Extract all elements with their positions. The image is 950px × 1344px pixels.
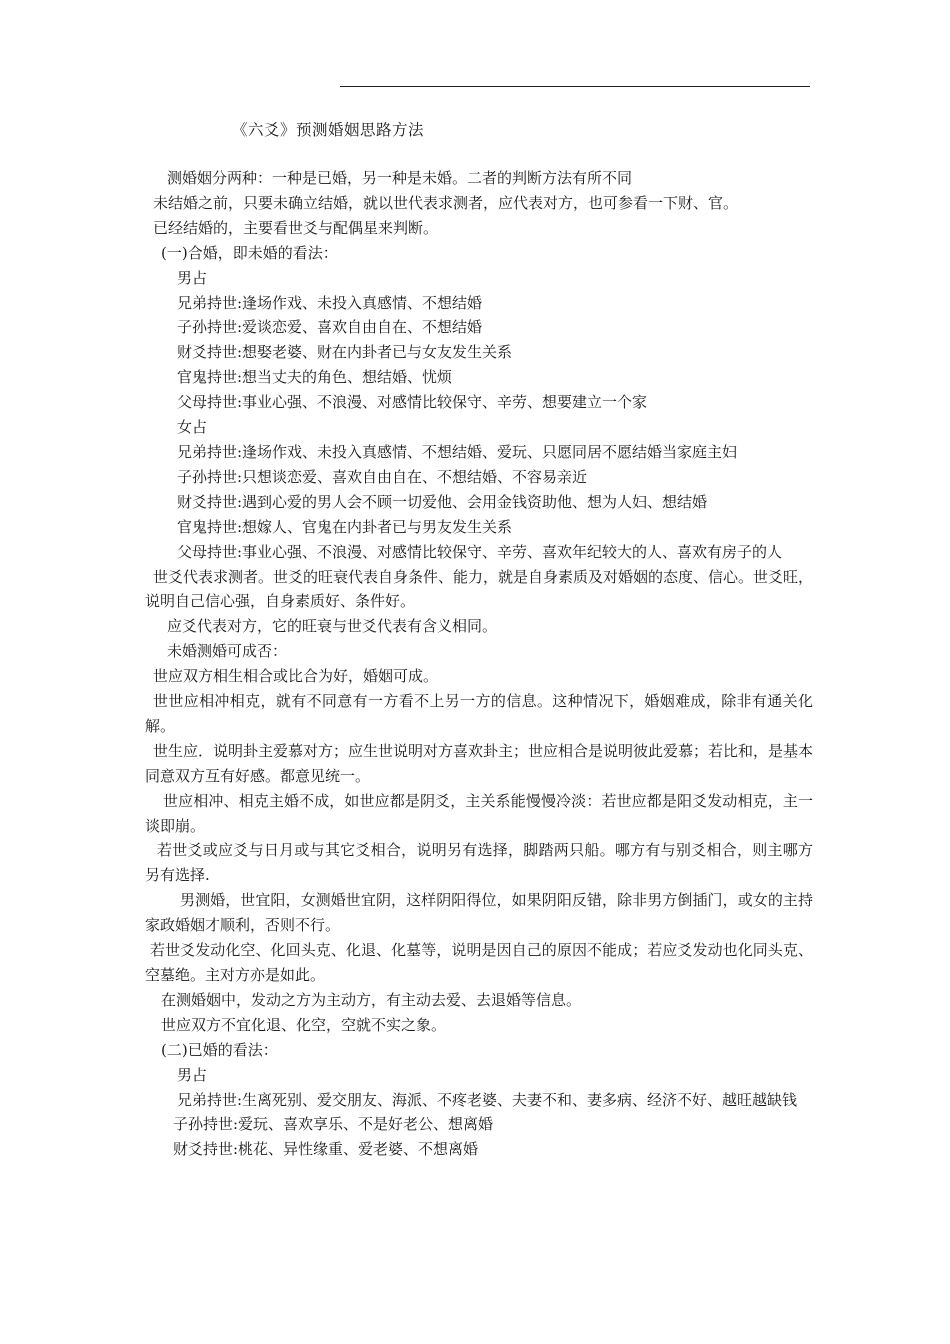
list-item: 官鬼持世:想嫁人、官鬼在内卦者已与男友发生关系 <box>177 517 513 536</box>
paragraph: 世应双方不宜化退、化空，空就不实之象。 <box>161 1015 447 1034</box>
list-item: 兄弟持世:逢场作戏、未投入真感情、不想结婚、爱玩、只愿同居不愿结婚当家庭主妇 <box>177 442 738 461</box>
paragraph: 未结婚之前，只要未确立结婚，就以世代表求测者，应代表对方，也可参看一下财、官。 <box>153 193 739 212</box>
subheading: 女占 <box>177 418 208 437</box>
list-item: 官鬼持世:想当丈夫的角色、想结婚、忧烦 <box>177 368 453 387</box>
paragraph: 世应相冲、相克主婚不成，如世应都是阴爻，主关系能慢慢冷淡：若世应都是阳爻发动相克，主一谈即崩。 <box>145 791 813 835</box>
list-item: 财爻持世:遇到心爱的男人会不顾一切爱他、会用金钱资助他、想为人妇、想结婚 <box>177 492 708 511</box>
subheading: 男占 <box>177 268 208 287</box>
document-title: 《六爻》预测婚姻思路方法 <box>232 121 425 139</box>
paragraph: 测婚姻分两种：一种是已婚，另一种是未婚。二者的判断方法有所不同 <box>167 169 633 187</box>
paragraph: 世生应．说明卦主爱慕对方；应生世说明对方喜欢卦主；世应相合是说明彼此爱慕；若比和，是基本同意双方互有好感。都意见统一。 <box>145 741 814 785</box>
list-item: 父母持世:事业心强、不浪漫、对感情比较保守、辛劳、喜欢年纪较大的人、喜欢有房子的人 <box>177 542 783 561</box>
section-heading: (二)已婚的看法： <box>161 1040 278 1059</box>
paragraph: 已经结婚的，主要看世爻与配偶星来判断。 <box>153 218 439 237</box>
paragraph: 若世爻发动化空、化回头克、化退、化墓等，说明是因自己的原因不能成；若应爻发动也化同头克、空墓绝。主对方亦是如此。 <box>145 941 813 984</box>
list-item: 子孙持世:只想谈恋爱、喜欢自由自在、不想结婚、不容易亲近 <box>177 467 588 486</box>
list-item: 兄弟持世:生离死别、爱交朋友、海派、不疼老婆、夫妻不和、妻多病、经济不好、越旺越缺钱 <box>177 1090 798 1109</box>
paragraph: 若世爻或应爻与日月或与其它爻相合，说明另有选择，脚踏两只船。哪方有与别爻相合，则主哪方另有选择. <box>145 841 813 885</box>
paragraph: 世世应相冲相克，就有不同意有一方看不上另一方的信息。这种情况下，婚姻难成，除非有通关化解。 <box>145 692 813 735</box>
paragraph: 未婚测婚可成否： <box>167 642 288 661</box>
paragraph: 在测婚姻中，发动之方为主动方，有主动去爱、去退婚等信息。 <box>161 990 582 1009</box>
paragraph: 世应双方相生相合或比合为好，婚姻可成。 <box>153 667 439 686</box>
list-item: 子孙持世:爱谈恋爱、喜欢自由自在、不想结婚 <box>177 318 483 337</box>
document-body <box>145 166 813 1162</box>
list-item: 兄弟持世:逢场作戏、未投入真感情、不想结婚 <box>177 293 483 312</box>
list-item: 财爻持世:想娶老婆、财在内卦者已与女友发生关系 <box>177 343 513 362</box>
header-rule <box>340 86 810 87</box>
subheading: 男占 <box>177 1065 208 1084</box>
paragraph: 男测婚，世宜阳，女测婚世宜阴，这样阴阳得位，如果阴阳反错，除非男方倒插门，或女的主持家政婚姻才顺利，否则不行。 <box>145 891 813 935</box>
section-heading: (一)合婚，即未婚的看法： <box>161 243 338 262</box>
paragraph: 世爻代表求测者。世爻的旺衰代表自身条件、能力，就是自身素质及对婚姻的态度、信心。世爻旺，说明自己信心强，自身素质好、条件好。 <box>145 567 814 611</box>
paragraph: 应爻代表对方，它的旺衰与世爻代表有含义相同。 <box>167 617 498 636</box>
list-item: 子孙持世:爱玩、喜欢享乐、不是好老公、想离婚 <box>173 1115 494 1134</box>
list-item: 父母持世:事业心强、不浪漫、对感情比较保守、辛劳、想要建立一个家 <box>177 393 648 412</box>
list-item: 财爻持世:桃花、异性缘重、爱老婆、不想离婚 <box>173 1140 479 1159</box>
